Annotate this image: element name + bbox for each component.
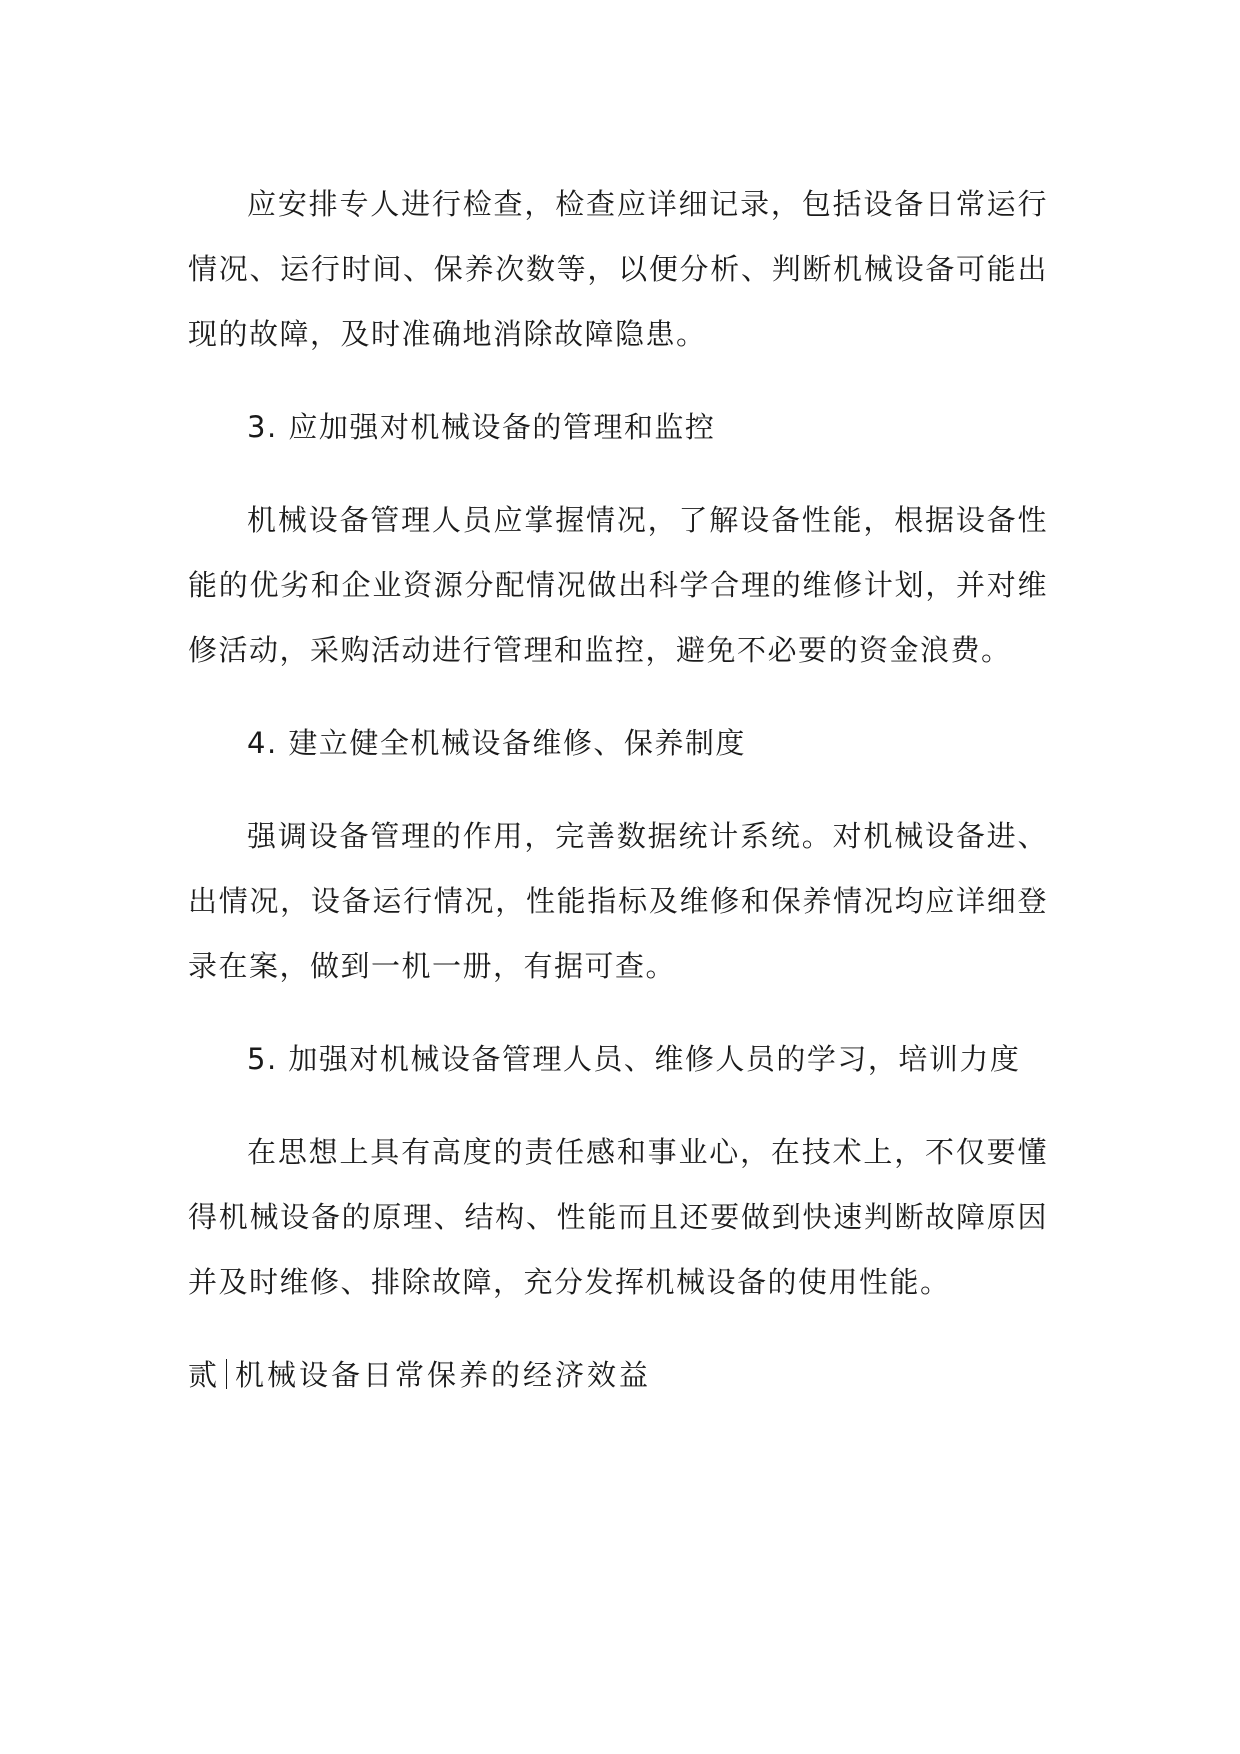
section-title-text: 机械设备日常保养的经济效益: [235, 1358, 652, 1392]
paragraph-management: 机械设备管理人员应掌握情况，了解设备性能，根据设备性能的优劣和企业资源分配情况做出科学合理的维修计划，并对维修活动，采购活动进行管理和监控，避免不必要的资金浪费。: [188, 503, 1048, 667]
heading-3: 3. 应加强对机械设备的管理和监控: [247, 410, 716, 444]
heading-4: 4. 建立健全机械设备维修、保养制度: [247, 726, 746, 760]
document-page: [188, 172, 1048, 1408]
paragraph-inspection: 应安排专人进行检查，检查应详细记录，包括设备日常运行情况、运行时间、保养次数等，以便分析、判断机械设备可能出现的故障，及时准确地消除故障隐患。: [188, 187, 1048, 351]
section-divider: [226, 1359, 227, 1389]
paragraph-training: 在思想上具有高度的责任感和事业心，在技术上，不仅要懂得机械设备的原理、结构、性能而且还要做到快速判断故障原因并及时维修、排除故障，充分发挥机械设备的使用性能。: [188, 1135, 1048, 1299]
section-number: 贰: [188, 1358, 221, 1392]
section-title: [188, 1343, 1048, 1408]
heading-5: 5. 加强对机械设备管理人员、维修人员的学习，培训力度: [247, 1042, 1021, 1076]
paragraph-records: 强调设备管理的作用，完善数据统计系统。对机械设备进、出情况，设备运行情况，性能指标及维修和保养情况均应详细登录在案，做到一机一册，有据可查。: [188, 819, 1048, 983]
